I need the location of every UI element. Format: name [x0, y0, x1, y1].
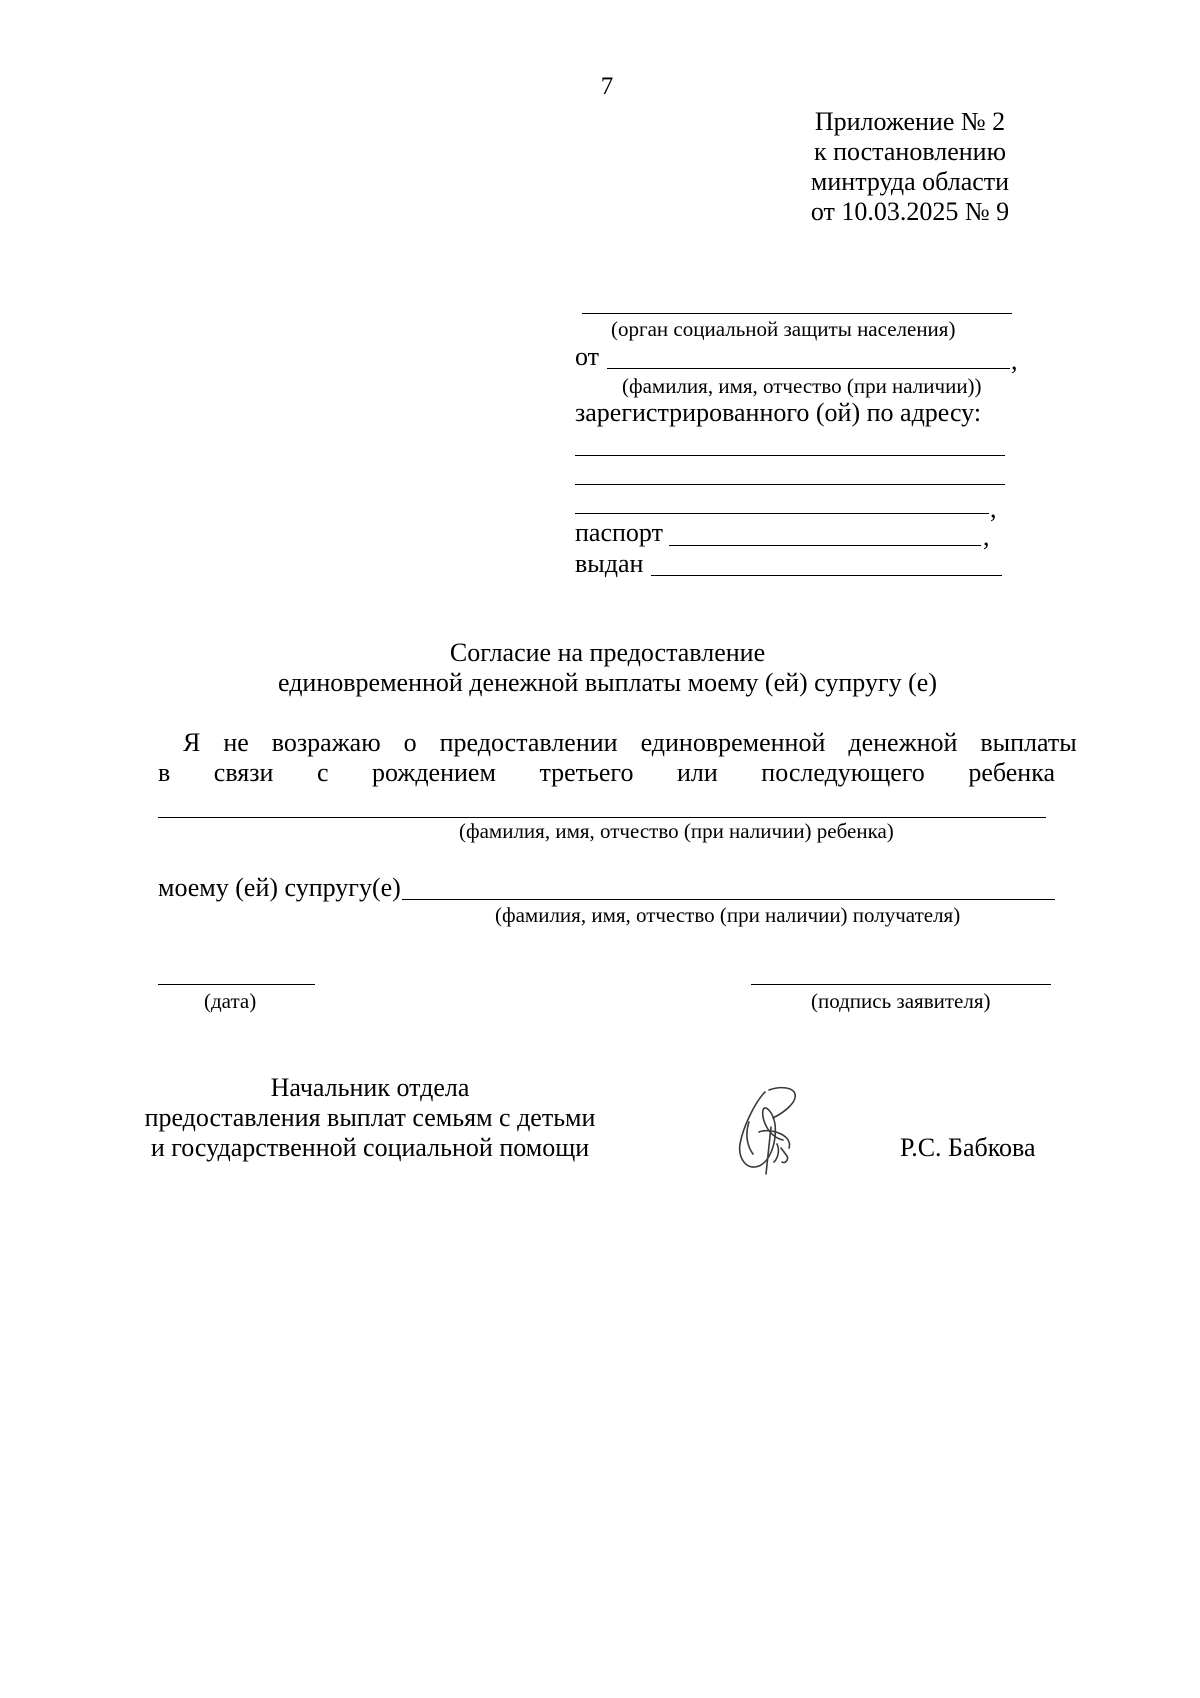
- official-name: Р.С. Бабкова: [900, 1133, 1036, 1162]
- official-position: [135, 1073, 605, 1163]
- passport-line[interactable]: [669, 545, 981, 546]
- from-fio-line[interactable]: [607, 368, 1010, 369]
- organ-caption: (орган социальной защиты населения): [611, 317, 956, 341]
- address-comma: ,: [990, 494, 997, 523]
- recipient-caption: (фамилия, имя, отчество (при наличии) получателя): [495, 903, 961, 927]
- date-line[interactable]: [158, 984, 315, 985]
- child-caption: (фамилия, имя, отчество (при наличии) ребенка): [459, 819, 894, 843]
- appendix-ministry: минтруда области: [810, 167, 1010, 196]
- passport-label: паспорт: [575, 518, 663, 547]
- appendix-block: [775, 107, 1045, 227]
- passport-comma: ,: [983, 522, 990, 551]
- spouse-label: моему (ей) супругу(е): [158, 873, 401, 902]
- spouse-fio-line[interactable]: [402, 899, 1055, 900]
- appendix-title: Приложение № 2: [814, 107, 1006, 136]
- from-comma: ,: [1011, 346, 1018, 375]
- position-line-2: предоставления выплат семьям с детьми: [144, 1103, 596, 1132]
- consent-heading: [200, 638, 1015, 698]
- consent-paragraph-line-2: в связи с рождением третьего или последующего ребенка: [158, 758, 1055, 787]
- position-line-3: и государственной социальной помощи: [150, 1133, 590, 1162]
- registered-label: зарегистрированного (ой) по адресу:: [575, 398, 982, 427]
- signature-line[interactable]: [751, 984, 1051, 985]
- address-line-1[interactable]: [575, 455, 1005, 456]
- heading-line-2: единовременной денежной выплаты моему (ей) супругу (е): [278, 668, 937, 697]
- date-caption: (дата): [204, 989, 257, 1013]
- organ-line[interactable]: [582, 313, 1012, 314]
- issued-line[interactable]: [651, 575, 1002, 576]
- address-line-3[interactable]: [575, 513, 989, 514]
- appendix-resolution: к постановлению: [813, 137, 1007, 166]
- page-number: 7: [600, 73, 614, 100]
- issued-label: выдан: [575, 549, 644, 578]
- from-label: от: [575, 342, 600, 371]
- heading-line-1: Согласие на предоставление: [449, 638, 766, 667]
- handwritten-signature: [725, 1082, 810, 1177]
- address-line-2[interactable]: [575, 484, 1005, 485]
- signature-caption: (подпись заявителя): [811, 989, 991, 1013]
- fio-caption: (фамилия, имя, отчество (при наличии)): [622, 374, 982, 398]
- appendix-date-number: от 10.03.2025 № 9: [810, 197, 1010, 226]
- position-line-1: Начальник отдела: [270, 1073, 470, 1102]
- consent-paragraph-line-1: Я не возражаю о предоставлении единовременной денежной выплаты: [183, 728, 1077, 757]
